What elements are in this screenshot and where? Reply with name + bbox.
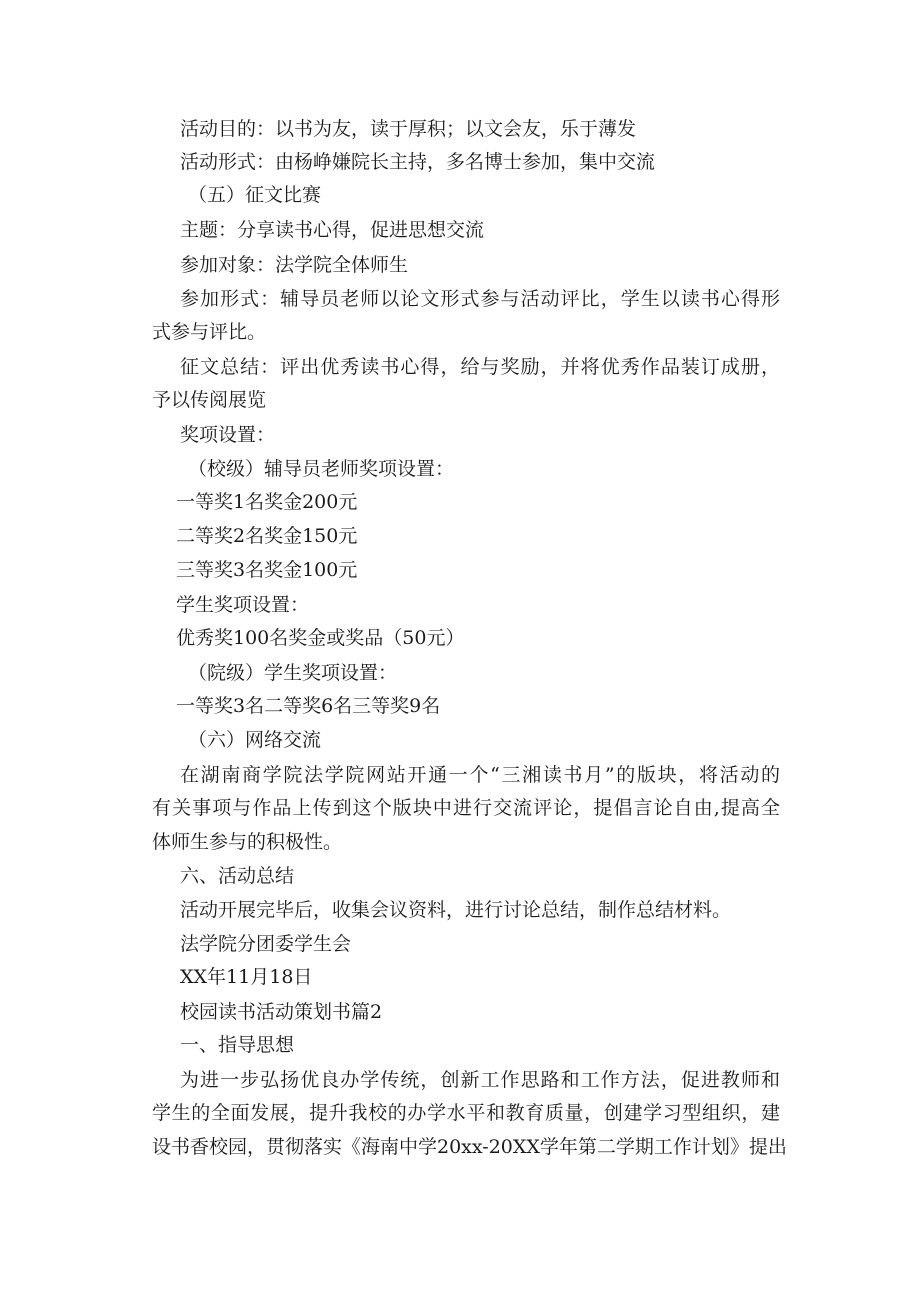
text-line: 征文总结：评出优秀读书心得，给与奖励，并将优秀作品装订成册， [180,356,780,378]
text-line: 参加对象：法学院全体师生 [180,254,409,276]
prize-line: 二等奖2名奖金150元 [176,525,358,547]
text-line-continuation: 学生的全面发展，提升我校的办学水平和教育质量，创建学习型组织，建 [152,1102,780,1124]
text-line-continuation: 体师生参与的积极性。 [152,831,343,853]
section-heading: （五）征文比赛 [188,184,322,206]
text-line: （院级）学生奖项设置： [188,662,398,684]
prize-line: 一等奖3名二等奖6名三等奖9名 [176,695,441,717]
prize-line: 一等奖1名奖金200元 [176,491,358,513]
text-line: （校级）辅导员老师奖项设置： [188,458,455,480]
prize-line: 优秀奖100名奖金或奖品（50元） [176,627,465,649]
signature-date: XX年11月18日 [180,966,313,988]
text-line: 参加形式：辅导员老师以论文形式参与活动评比，学生以读书心得形 [180,288,780,310]
text-line: 主题：分享读书心得，促进思想交流 [180,219,485,241]
text-line-continuation: 予以传阅展览 [152,389,267,411]
section-heading: 六、活动总结 [180,865,295,887]
text-line: 活动目的：以书为友，读于厚积；以文会友，乐于薄发 [180,118,637,140]
prize-line: 三等奖3名奖金100元 [176,559,358,581]
text-line: 活动形式：由杨峥嫌院长主持，多名博士参加，集中交流 [180,151,656,173]
section-heading: 一、指导思想 [180,1034,295,1056]
text-line: 学生奖项设置： [176,594,310,616]
text-line-continuation: 式参与评比。 [152,321,267,343]
text-line: 为进一步弘扬优良办学传统，创新工作思路和工作方法，促进教师和 [180,1069,780,1091]
text-line-continuation: 设书香校园，贯彻落实《海南中学20xx-20XX学年第二学期工作计划》提出 [152,1136,787,1158]
section-heading: （六）网络交流 [188,729,322,751]
text-line: 奖项设置： [180,424,276,446]
document-title: 校园读书活动策划书篇2 [180,1001,383,1023]
text-line: 在湖南商学院法学院网站开通一个“三湘读书月”的版块，将活动的 [180,764,780,786]
signature-org: 法学院分团委学生会 [180,933,352,955]
text-line-continuation: 有关事项与作品上传到这个版块中进行交流评论，提倡言论自由,提高全 [152,797,780,819]
text-line: 活动开展完毕后，收集会议资料，进行讨论总结，制作总结材料。 [180,899,732,921]
